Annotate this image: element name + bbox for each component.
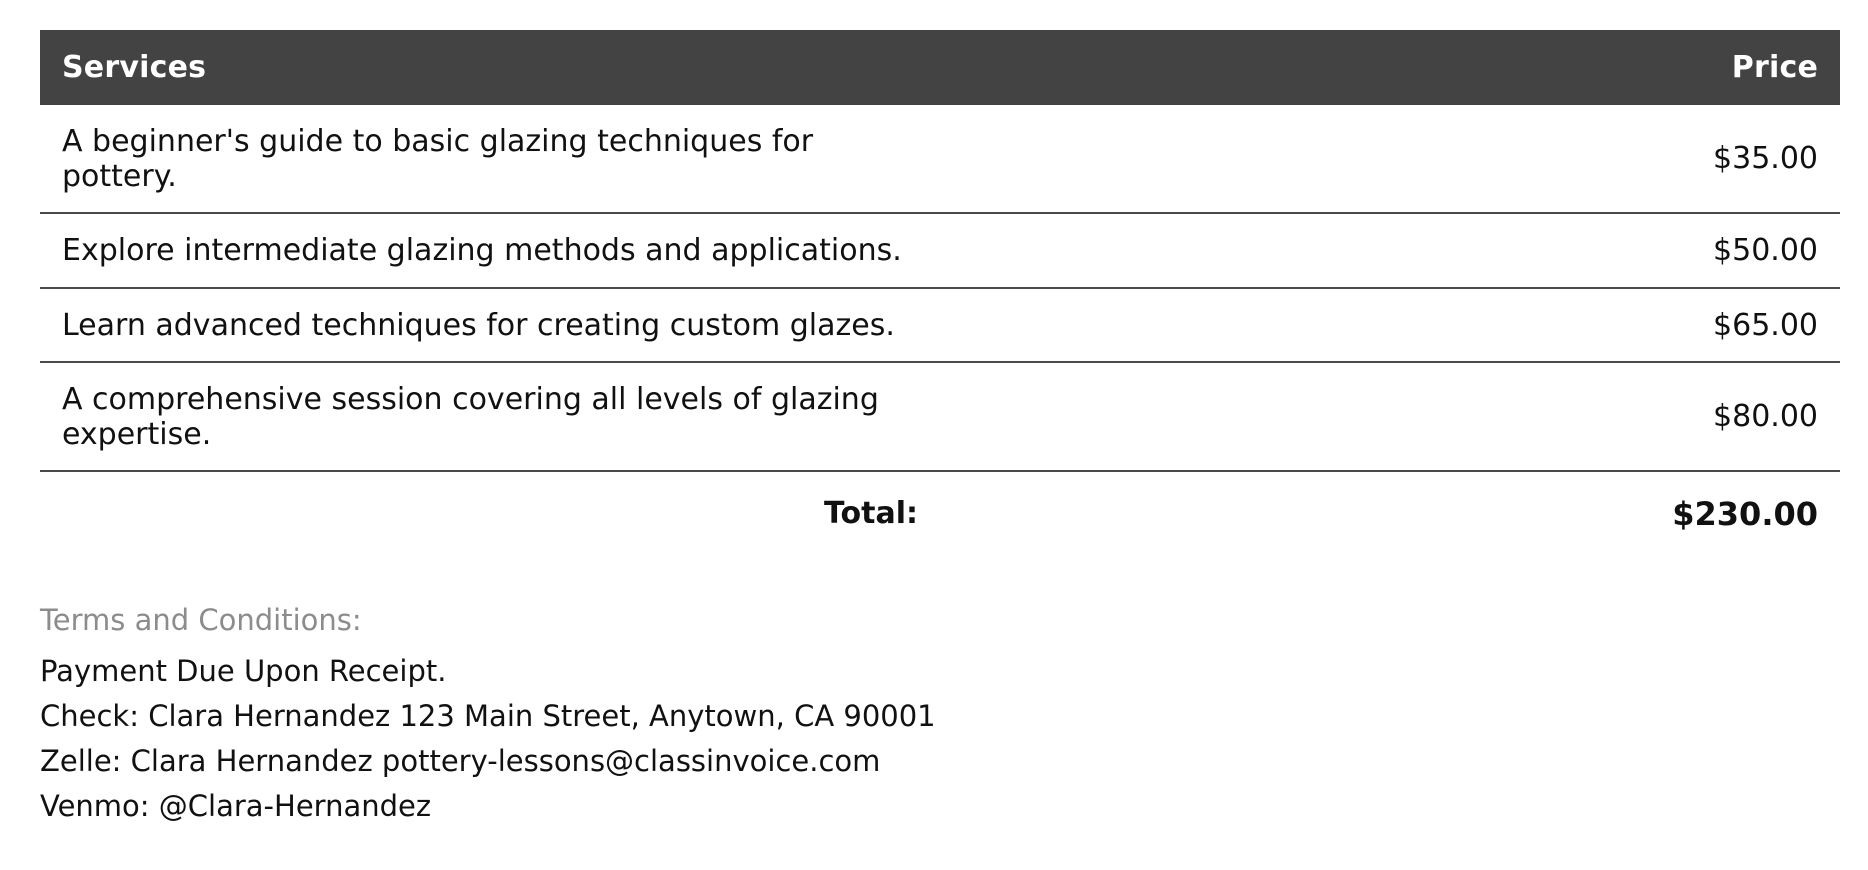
service-description: Learn advanced techniques for creating custom glazes. [40, 288, 940, 363]
terms-and-conditions-section [40, 603, 1828, 829]
table-body [40, 105, 1840, 551]
terms-line-payment: Payment Due Upon Receipt. [40, 653, 447, 688]
column-header-services: Services [40, 30, 940, 105]
total-value: $230.00 [1672, 495, 1818, 533]
terms-line-check: Check: Clara Hernandez 123 Main Street, Anytown, CA 90001 [40, 698, 936, 733]
table-row [40, 362, 1840, 471]
table-total-row [40, 471, 1840, 551]
table-header-row [40, 30, 1840, 105]
total-label: Total: [824, 496, 918, 532]
service-description: A comprehensive session covering all levels of glazing expertise. [40, 362, 940, 471]
table-row [40, 213, 1840, 288]
service-price: $65.00 [940, 288, 1840, 363]
terms-line-zelle: Zelle: Clara Hernandez pottery-lessons@classinvoice.com [40, 743, 881, 778]
service-price: $80.00 [940, 362, 1840, 471]
service-price: $50.00 [940, 213, 1840, 288]
table-row [40, 288, 1840, 363]
service-price: $35.00 [940, 105, 1840, 213]
terms-title: Terms and Conditions: [40, 602, 362, 637]
table-row [40, 105, 1840, 213]
terms-line-venmo: Venmo: @Clara-Hernandez [40, 788, 432, 823]
service-description: A beginner's guide to basic glazing techniques for pottery. [40, 105, 940, 213]
table-header [40, 30, 1840, 105]
column-header-price: Price [940, 30, 1840, 105]
services-price-table [40, 30, 1840, 551]
service-description: Explore intermediate glazing methods and applications. [40, 213, 940, 288]
